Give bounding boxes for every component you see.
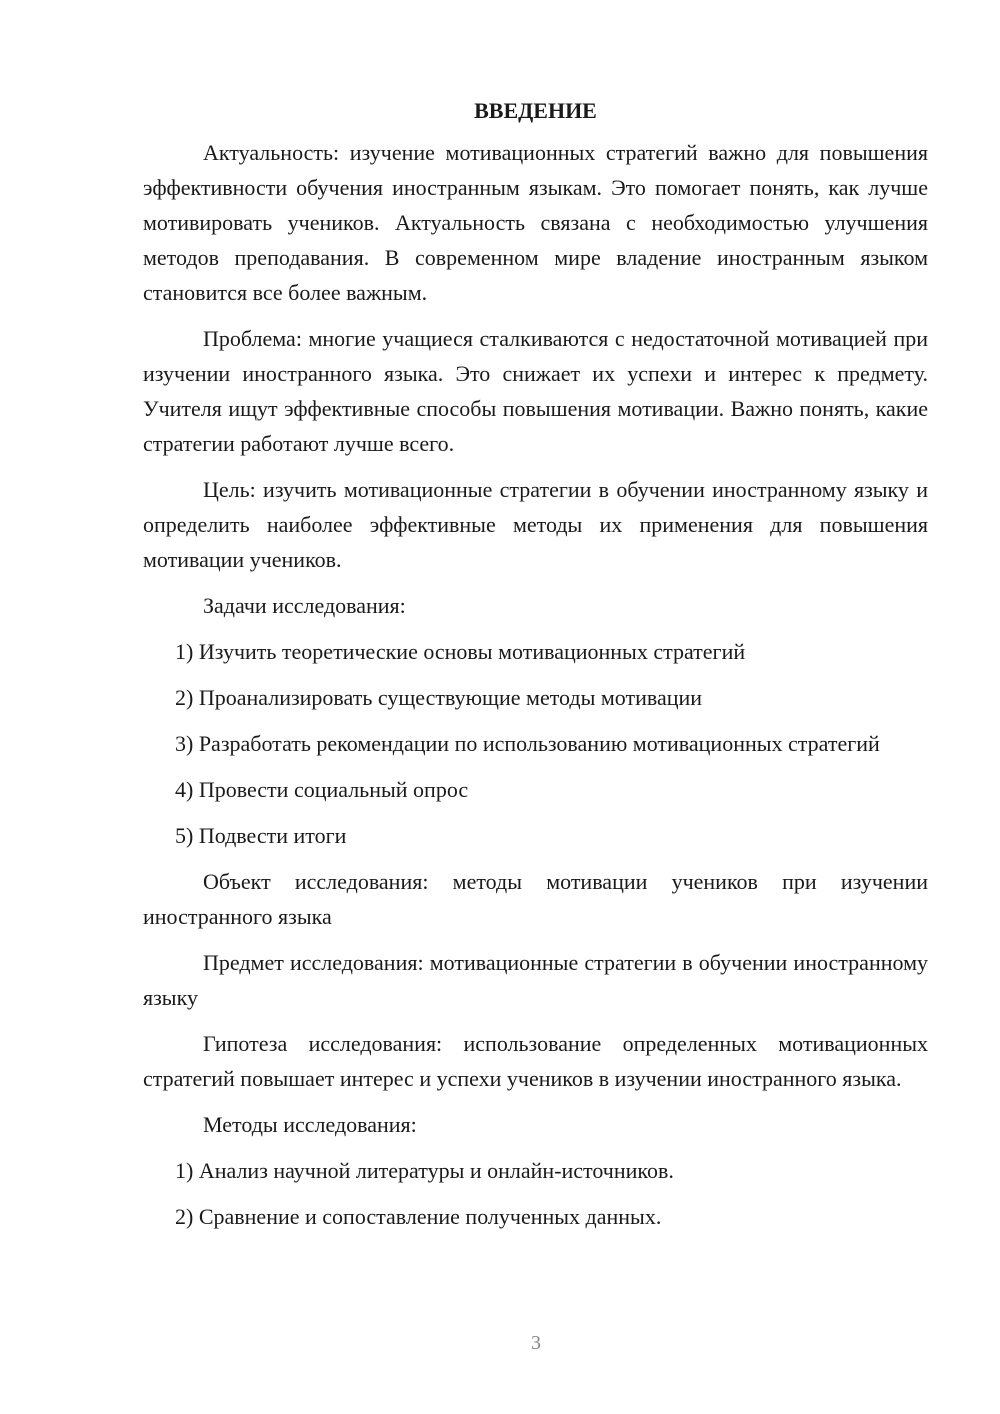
- methods-heading: Методы исследования:: [203, 1112, 417, 1137]
- tasks-heading: Задачи исследования:: [203, 593, 406, 618]
- problem-paragraph: Проблема: многие учащиеся сталкиваются с недостаточной мотивацией при изучении иностранного языка. Это снижает их успехи и интерес к предмету. Учителя ищут эффективные способы повышения мотивации. Важно понять, какие стратегии работают лучше всего.: [143, 326, 928, 456]
- document-page: [143, 96, 928, 1245]
- task-item: 4) Провести социальный опрос: [175, 777, 469, 802]
- task-item: 5) Подвести итоги: [175, 823, 347, 848]
- task-item: 1) Изучить теоретические основы мотивационных стратегий: [175, 639, 746, 664]
- page-title: ВВЕДЕНИЕ: [474, 98, 597, 123]
- task-item: 2) Проанализировать существующие методы мотивации: [175, 685, 703, 710]
- method-item: 2) Сравнение и сопоставление полученных данных.: [175, 1204, 662, 1229]
- goal-paragraph: Цель: изучить мотивационные стратегии в обучении иностранному языку и определить наиболее эффективные методы их применения для повышения мотивации учеников.: [143, 477, 928, 572]
- relevance-paragraph: Актуальность: изучение мотивационных стратегий важно для повышения эффективности обучения иностранным языкам. Это помогает понять, как лучше мотивировать учеников. Актуальность связана с необходимостью улучшения методов преподавания. В современном мире владение иностранным языком становится все более важным.: [143, 140, 928, 305]
- subject-paragraph: Предмет исследования: мотивационные стратегии в обучении иностранному языку: [143, 950, 928, 1010]
- hypothesis-paragraph: Гипотеза исследования: использование определенных мотивационных стратегий повышает интерес и успехи учеников в изучении иностранного языка.: [143, 1031, 928, 1091]
- object-paragraph: Объект исследования: методы мотивации учеников при изучении иностранного языка: [143, 869, 928, 929]
- page-number: 3: [531, 1332, 541, 1354]
- method-item: 1) Анализ научной литературы и онлайн-источников.: [175, 1158, 674, 1183]
- task-item: 3) Разработать рекомендации по использованию мотивационных стратегий: [175, 731, 880, 756]
